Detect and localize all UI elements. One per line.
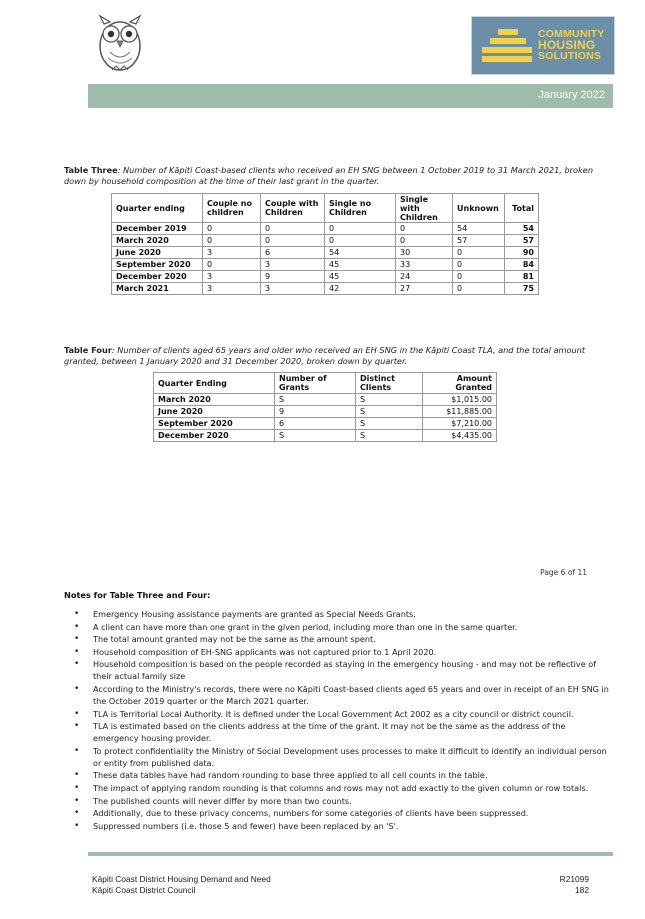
table-cell: 0 xyxy=(396,235,453,247)
table-cell: $11,885.00 xyxy=(423,406,497,418)
table-cell: 6 xyxy=(261,247,325,259)
column-header: Couple no children xyxy=(203,194,261,223)
table-cell: 0 xyxy=(453,259,505,271)
table-cell: December 2020 xyxy=(154,430,275,442)
page-number: Page 6 of 11 xyxy=(540,568,587,577)
table-cell: 33 xyxy=(396,259,453,271)
table-cell: $7,210.00 xyxy=(423,418,497,430)
brand-line-3: SOLUTIONS xyxy=(538,50,602,62)
table-cell: December 2019 xyxy=(112,223,203,235)
table-cell: 42 xyxy=(325,283,396,295)
footer-reference: R21099 xyxy=(559,874,589,884)
table-four-label: Table Four xyxy=(64,345,112,355)
list-item: • According to the Ministry's records, there were no Kāpiti Coast-based clients aged 65 years and over in receipt of an EH SNG in the October 2019 quarter or the March 2021 quarter. xyxy=(64,683,609,707)
column-header: Single no Children xyxy=(325,194,396,223)
table-cell: S xyxy=(356,430,423,442)
table-cell: 9 xyxy=(275,406,356,418)
list-item: • The published counts will never differ by more than two counts. xyxy=(64,795,609,807)
table-header-row xyxy=(154,373,497,394)
table-cell: September 2020 xyxy=(112,259,203,271)
column-header: Amount Granted xyxy=(423,373,497,394)
list-item: • Additionally, due to these privacy concerns, numbers for some categories of clients have been suppressed. xyxy=(64,807,609,819)
table-cell: 0 xyxy=(261,223,325,235)
table-cell: 3 xyxy=(261,259,325,271)
table-cell: 54 xyxy=(453,223,505,235)
table-cell: S xyxy=(356,394,423,406)
table-cell: 3 xyxy=(203,247,261,259)
table-cell: 0 xyxy=(325,235,396,247)
brand-line-2: HOUSING xyxy=(538,38,596,52)
list-item: • To protect confidentiality the Ministry of Social Development uses processes to make it difficult to identify an individual person or entity from published data. xyxy=(64,745,609,769)
table-cell: S xyxy=(356,406,423,418)
list-item: • Household composition is based on the people recorded as staying in the emergency housing - and may not be reflective of their actual family size xyxy=(64,658,609,682)
table-row xyxy=(112,271,539,283)
table-cell: 0 xyxy=(325,223,396,235)
table-four-description: : Number of clients aged 65 years and older who received an EH SNG in the Kāpiti Coast TLA, and the total amount granted, between 1 January 2020 and 31 December 2020, broken down by quarter. xyxy=(64,345,586,366)
footer-left xyxy=(92,874,271,896)
table-header-row xyxy=(112,194,539,223)
list-item: • A client can have more than one grant in the given period, including more than one in the same quarter. xyxy=(64,621,609,633)
list-item: • Household composition of EH-SNG applicants was not captured prior to 1 April 2020. xyxy=(64,646,609,658)
column-header: Distinct Clients xyxy=(356,373,423,394)
footer-document-title: Kāpiti Coast District Housing Demand and Need xyxy=(92,874,271,884)
table-four xyxy=(153,372,497,442)
table-cell: 90 xyxy=(505,247,539,259)
table-cell: June 2020 xyxy=(112,247,203,259)
house-bars-icon xyxy=(480,25,534,67)
table-cell: 84 xyxy=(505,259,539,271)
brand-text xyxy=(538,29,605,62)
table-cell: 0 xyxy=(453,283,505,295)
table-three-label: Table Three xyxy=(64,165,118,175)
table-row xyxy=(112,247,539,259)
table-cell: March 2020 xyxy=(112,235,203,247)
column-header: Quarter ending xyxy=(112,194,203,223)
column-header: Single with Children xyxy=(396,194,453,223)
column-header: Couple with Children xyxy=(261,194,325,223)
table-cell: 45 xyxy=(325,259,396,271)
table-cell: 0 xyxy=(203,235,261,247)
owl-logo-icon xyxy=(92,14,148,74)
table-row xyxy=(112,223,539,235)
table-cell: 0 xyxy=(261,235,325,247)
community-housing-logo xyxy=(471,16,615,75)
table-cell: 0 xyxy=(203,259,261,271)
table-cell: 27 xyxy=(396,283,453,295)
table-cell: 57 xyxy=(453,235,505,247)
notes-list xyxy=(64,608,609,832)
table-cell: $1,015.00 xyxy=(423,394,497,406)
column-header: Unknown xyxy=(453,194,505,223)
list-item: • TLA is estimated based on the clients address at the time of the grant. It may not be the same as the address of the emergency housing provider. xyxy=(64,720,609,744)
table-cell: S xyxy=(275,394,356,406)
table-cell: 9 xyxy=(261,271,325,283)
table-cell: 75 xyxy=(505,283,539,295)
list-item: • The total amount granted may not be the same as the amount spent. xyxy=(64,633,609,645)
table-cell: September 2020 xyxy=(154,418,275,430)
table-cell: 54 xyxy=(325,247,396,259)
table-four-caption xyxy=(64,345,612,366)
column-header: Quarter Ending xyxy=(154,373,275,394)
list-item: • The impact of applying random rounding is that columns and rows may not add exactly to the given column or row totals. xyxy=(64,782,609,794)
brand-line-1: COMMUNITY xyxy=(538,28,605,40)
table-cell: 0 xyxy=(203,223,261,235)
table-cell: March 2021 xyxy=(112,283,203,295)
footer-right xyxy=(560,874,589,896)
report-date: January 2022 xyxy=(538,89,605,101)
footer-page: 182 xyxy=(575,885,589,895)
table-cell: 24 xyxy=(396,271,453,283)
table-row xyxy=(154,394,497,406)
table-cell: 3 xyxy=(261,283,325,295)
table-row xyxy=(154,406,497,418)
table-row xyxy=(112,283,539,295)
table-cell: 3 xyxy=(203,283,261,295)
list-item: • TLA is Territorial Local Authority. It is defined under the Local Government Act 2002 as a city council or district council. xyxy=(64,708,609,720)
table-cell: $4,435.00 xyxy=(423,430,497,442)
table-row xyxy=(112,259,539,271)
list-item: • Emergency Housing assistance payments are granted as Special Needs Grants. xyxy=(64,608,609,620)
footer-council-name: Kāpiti Coast District Council xyxy=(92,885,196,895)
header-band xyxy=(88,84,613,108)
table-cell: S xyxy=(275,430,356,442)
list-item: • These data tables have had random rounding to base three applied to all cell counts in the table. xyxy=(64,769,609,781)
table-row xyxy=(112,235,539,247)
table-cell: 0 xyxy=(453,271,505,283)
table-cell: 81 xyxy=(505,271,539,283)
table-three xyxy=(111,193,539,295)
table-cell: 45 xyxy=(325,271,396,283)
table-cell: March 2020 xyxy=(154,394,275,406)
table-cell: 54 xyxy=(505,223,539,235)
table-cell: December 2020 xyxy=(112,271,203,283)
table-cell: 3 xyxy=(203,271,261,283)
table-cell: 0 xyxy=(396,223,453,235)
column-header: Number of Grants xyxy=(275,373,356,394)
notes-title: Notes for Table Three and Four: xyxy=(64,590,211,600)
list-item: • Suppressed numbers (i.e. those 5 and fewer) have been replaced by an 'S'. xyxy=(64,820,609,832)
table-cell: 0 xyxy=(453,247,505,259)
table-cell: 57 xyxy=(505,235,539,247)
table-cell: S xyxy=(356,418,423,430)
table-cell: 6 xyxy=(275,418,356,430)
column-header: Total xyxy=(505,194,539,223)
table-cell: 30 xyxy=(396,247,453,259)
footer-rule xyxy=(88,852,613,856)
table-row xyxy=(154,430,497,442)
table-three-description: : Number of Kāpiti Coast-based clients who received an EH SNG between 1 October 2019 to 31 March 2021, broken down by household composition at the time of their last grant in the quarter. xyxy=(64,165,594,186)
table-cell: June 2020 xyxy=(154,406,275,418)
table-row xyxy=(154,418,497,430)
table-three-caption xyxy=(64,165,612,186)
